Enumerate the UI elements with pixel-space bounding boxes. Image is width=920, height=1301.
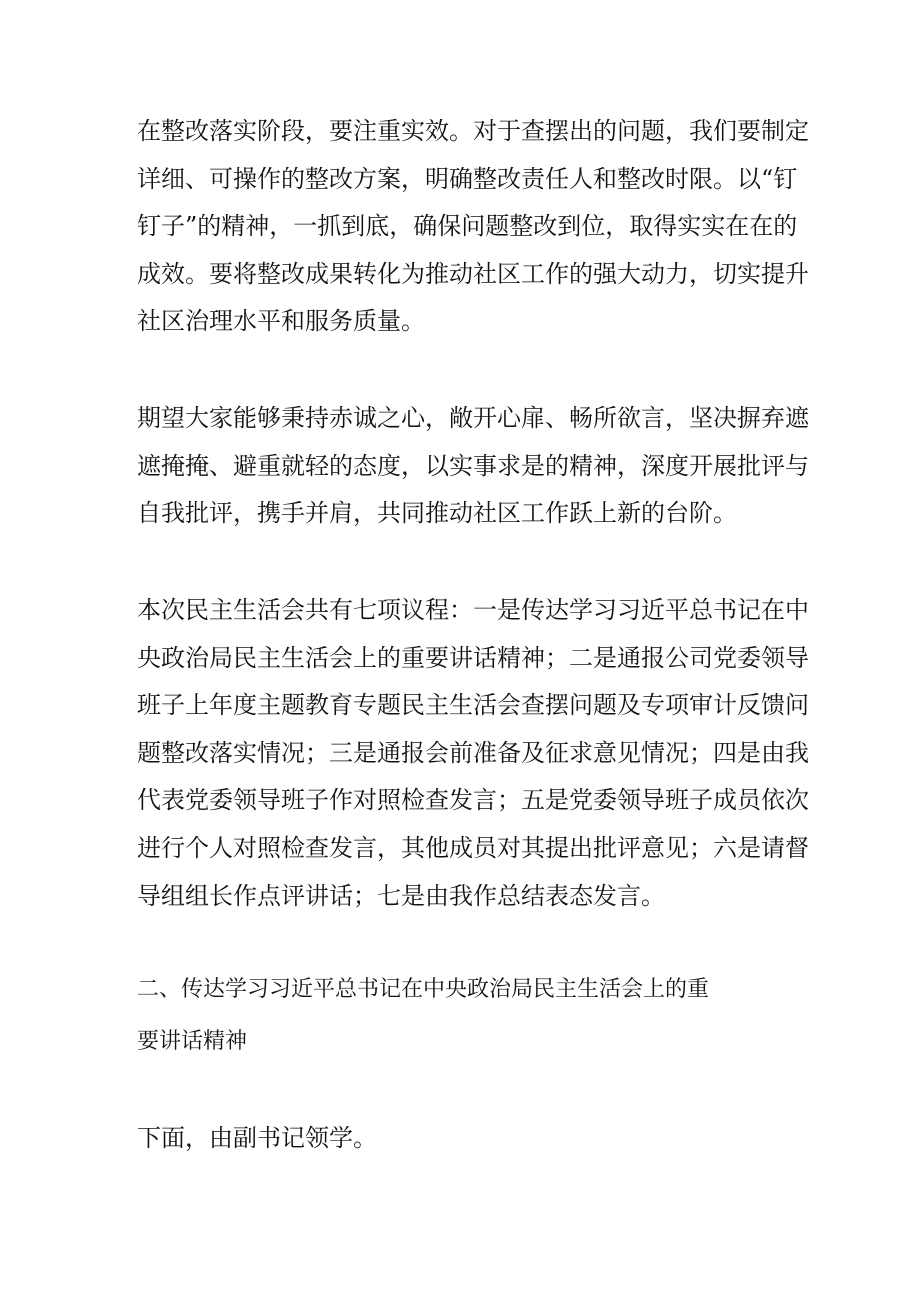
- text-line: 进行个人对照检查发言，其他成员对其提出批评意见；六是请督: [137, 833, 809, 862]
- text-line: 下面，由副书记领学。: [137, 1124, 377, 1152]
- text-line: 自我批评，携手并肩，共同推动社区工作跃上新的台阶。: [137, 499, 737, 528]
- text-line: 详细、可操作的整改方案，明确整改责任人和整改时限。以“钉: [137, 164, 798, 193]
- text-line: 在整改落实阶段，要注重实效。对于查摆出的问题，我们要制定: [137, 117, 809, 145]
- text-line: 成效。要将整改成果转化为推动社区工作的强大动力，切实提升: [137, 259, 809, 288]
- text-line: 钉子”的精神，一抓到底，确保问题整改到位，取得实实在在的: [137, 212, 798, 241]
- heading-line: 二、传达学习习近平总书记在中央政治局民主生活会上的重: [137, 977, 710, 1002]
- text-line: 班子上年度主题教育专题民主生活会查摆问题及专项审计反馈问: [137, 691, 809, 720]
- text-line: 导组组长作点评讲话；七是由我作总结表态发言。: [137, 881, 665, 910]
- heading-line: 要讲话精神: [137, 1029, 248, 1054]
- paragraph-rectification: [137, 108, 809, 346]
- text-line: 央政治局民主生活会上的重要讲话精神；二是通报公司党委领导: [137, 643, 809, 672]
- text-line: 题整改落实情况；三是通报会前准备及征求意见情况；四是由我: [137, 738, 809, 767]
- text-line: 期望大家能够秉持赤诚之心，敞开心扉、畅所欲言，坚决摒弃遮: [137, 404, 809, 432]
- paragraph-agenda: [137, 587, 809, 920]
- section-heading: [137, 964, 797, 1068]
- paragraph-expectation: [137, 395, 809, 538]
- text-line: 社区治理水平和服务质量。: [137, 307, 425, 336]
- text-line: 遮掩掩、避重就轻的态度，以实事求是的精神，深度开展批评与: [137, 451, 809, 480]
- text-line: 代表党委领导班子作对照检查发言；五是党委领导班子成员依次: [137, 786, 809, 815]
- text-line: 本次民主生活会共有七项议程：一是传达学习习近平总书记在中: [137, 596, 809, 624]
- paragraph-closing: [137, 1115, 797, 1163]
